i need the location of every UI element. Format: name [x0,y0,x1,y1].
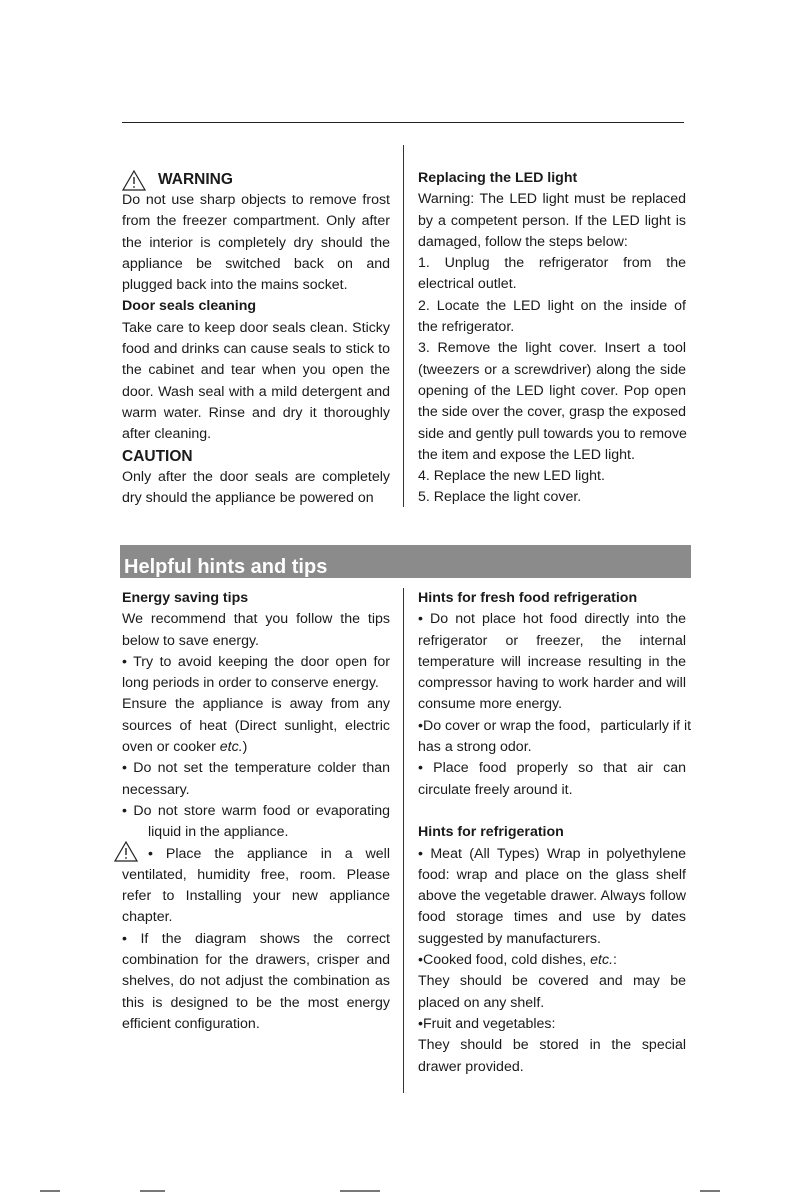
text-line: electrical outlet. [418,276,517,293]
warning-heading-row [122,168,390,192]
text-line: appliance be switched back on and [122,255,390,272]
text-line: from the freezer compartment. Only after [122,213,390,230]
led-heading: Replacing the LED light [418,170,578,186]
cooked-prefix: •Cooked food, cold dishes, [418,952,591,969]
text-line: door. Wash seal with a mild detergent and [122,383,390,400]
text-line: liquid in the appliance. [148,824,289,841]
text-line: after cleaning. [122,426,212,443]
text-line: opening of the LED light cover. Pop open [418,382,686,399]
text-line: dry should the appliance be powered on [122,490,374,507]
energy-heading: Energy saving tips [122,590,249,606]
text-line: Do not use sharp objects to remove frost [122,192,390,208]
text-line: Only after the door seals are completely [122,468,390,485]
cooked-suffix: : [613,952,617,969]
text-line: They should be stored in the special [418,1037,686,1054]
upper-right-column [418,168,686,509]
scan-edge-marks [0,1188,809,1192]
text-line: •Fruit and vegetables: [418,1015,556,1032]
text-line: refrigerator or freezer, the internal [418,632,686,649]
text-line: the item and expose the LED light. [418,446,635,463]
refrigeration-heading: Hints for refrigeration [418,824,564,841]
text-line: 5. Replace the light cover. [418,489,582,506]
door-seals-heading: Door seals cleaning [122,298,257,315]
text-line: • Place food properly so that air can [418,760,686,777]
text-line: food storage times and use by dates [418,909,686,926]
text-line: by a competent person. If the LED light is [418,212,686,229]
text-line: the side over the cover, grasp the exposed [418,404,686,421]
oven-prefix: oven or cooker [122,739,220,756]
column-divider-upper [403,145,404,507]
text-line: They should be covered and may be [418,973,686,990]
fresh-food-heading: Hints for fresh food refrigeration [418,590,638,606]
text-line: Take care to keep door seals clean. Sticky [122,319,390,336]
text-line: • Meat (All Types) Wrap in polyethylene [418,845,686,862]
section-title: Helpful hints and tips [124,556,328,578]
text-line: suggested by manufacturers. [418,930,601,947]
text-line: plugged back into the mains socket. [122,277,348,294]
text-line: long periods in order to conserve energy. [122,675,379,692]
text-line: sources of heat (Direct sunlight, electric [122,717,390,734]
text-line: side and gently pull towards you to remove [418,425,687,442]
text-line: • Do not set the temperature colder than [122,760,390,777]
text-line: placed on any shelf. [418,994,545,1011]
warning-triangle-icon [122,170,146,191]
text-line: compressor having to work harder and will [418,675,686,692]
text-line: •Do cover or wrap the food，particularly if it [418,717,692,734]
text-line: combination for the drawers, crisper and [122,952,390,969]
text-line: the cabinet and tear when you open the [122,362,390,379]
text-line: necessary. [122,781,190,798]
text-line: chapter. [122,909,173,926]
oven-line [122,737,390,758]
text-line: (tweezers or a screwdriver) along the side [418,361,686,378]
spacer [418,801,686,822]
text-line: ventilated, humidity free, room. Please [122,866,390,883]
place-line: • Place the appliance in a well [148,845,390,862]
text-line: 3. Remove the light cover. Insert a tool [418,340,686,357]
text-line: 2. Locate the LED light on the inside of [418,297,686,314]
caution-text [122,467,390,510]
text-line: food: wrap and place on the glass shelf [418,866,686,883]
text-line: the interior is completely dry should the [122,234,390,251]
door-seals-text [122,318,390,446]
lower-right-column [418,588,692,1078]
text-line: Warning: The LED light must be replaced [418,191,686,208]
text-line: drawer provided. [418,1058,524,1075]
text-line: this is designed to be the most energy [122,994,390,1011]
upper-left-column [122,168,390,509]
text-line: Ensure the appliance is away from any [122,696,390,713]
text-line: damaged, follow the steps below: [418,233,628,250]
text-line: 1. Unplug the refrigerator from the [418,255,686,272]
text-line: • Try to avoid keeping the door open for [122,653,390,670]
text-line: • Do not place hot food directly into the [418,611,686,628]
column-divider-lower [403,588,404,1093]
warning-triangle-icon [114,841,138,862]
text-line: efficient configuration. [122,1015,260,1032]
text-line: • If the diagram shows the correct [122,930,390,947]
text-line: temperature will increase resulting in the [418,653,686,670]
text-line: refer to Installing your new appliance [122,888,390,905]
cooked-etc: etc. [590,952,614,969]
text-line: the refrigerator. [418,319,515,336]
warning-heading: WARNING [158,171,233,189]
section-title-bar [120,545,691,578]
text-line: above the vegetable drawer. Always follow [418,888,686,905]
text-line: warm water. Rinse and dry it thoroughly [122,404,390,421]
caution-heading: CAUTION [122,447,193,465]
cooked-line [418,950,686,971]
text-line: shelves, do not adjust the combination as [122,973,390,990]
text-line: 4. Replace the new LED light. [418,468,605,485]
text-line: has a strong odor. [418,739,532,756]
text-line: below to save energy. [122,632,259,649]
text-line: circulate freely around it. [418,781,573,798]
text-line: consume more energy. [418,696,563,713]
lower-left-column [122,588,390,1035]
top-rule [122,122,684,123]
oven-etc: etc. [219,739,243,756]
warning-text [122,190,390,296]
text-line: We recommend that you follow the tips [122,611,390,628]
oven-suffix: ) [242,739,248,756]
text-line: • Do not store warm food or evaporating [122,802,390,819]
text-line: food and drinks can cause seals to stick to [122,341,390,358]
